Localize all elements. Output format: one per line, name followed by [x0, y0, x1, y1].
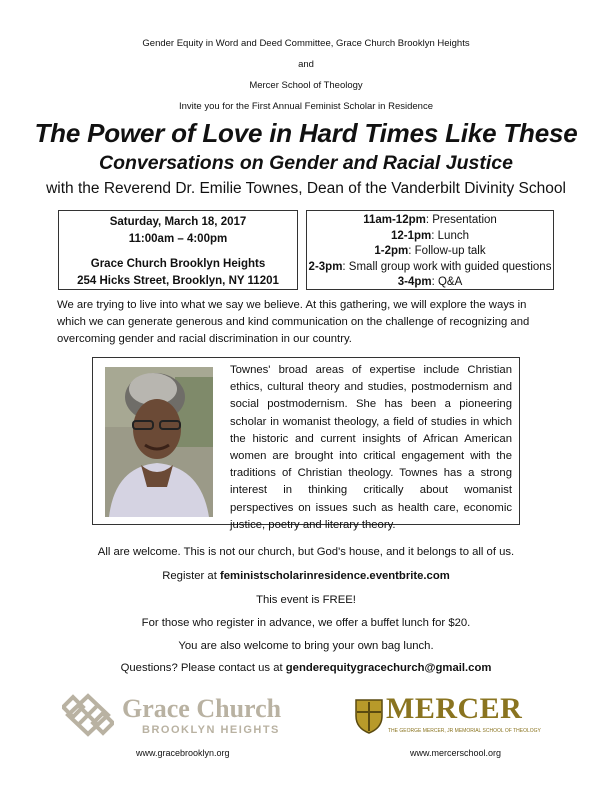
mercer-shield-icon — [354, 698, 384, 734]
welcome-line: All are welcome. This is not our church, but God's house, and it belongs to all of us. — [97, 546, 515, 558]
mercer-name: MERCER — [386, 692, 523, 725]
grace-church-name: Grace Church — [122, 694, 282, 723]
event-title: The Power of Love in Hard Times Like These — [34, 118, 578, 148]
free-line: This event is FREE! — [256, 594, 356, 606]
mercer-logo — [354, 692, 554, 742]
event-time: 11:00am – 4:00pm — [128, 233, 228, 245]
speaker-line: with the Reverend Dr. Emilie Townes, Dean of the Vanderbilt Divinity School — [46, 180, 566, 197]
speaker-photo — [105, 367, 213, 517]
speaker-bio-box — [92, 357, 520, 531]
schedule-item: 3-4pm: Q&A — [397, 276, 463, 288]
schedule-item: 12-1pm: Lunch — [390, 229, 469, 242]
contact-line: Questions? Please contact us at genderequitygracechurch@gmail.com — [120, 662, 492, 674]
mercer-subtitle: THE GEORGE MERCER, JR MEMORIAL SCHOOL OF THEOLOGY — [388, 728, 541, 734]
speaker-bio: Townes' broad areas of expertise include Christian ethics, cultural theory and studies, postmodernism and social postmodernism. She has been a pioneering scholar in womanist theology, a field of studies in which the historic and current insights of African American women are brought into critical engagement with the traditions of Christian theology. Townes has a strong interest in thinking critically about womanist perspectives on issues such as health care, economic justice, poetry and literary theory. — [230, 364, 512, 531]
invite-line: Invite you for the First Annual Feminist Scholar in Residence — [179, 101, 433, 112]
schedule-box — [306, 210, 554, 290]
grace-church-subtitle: BROOKLYN HEIGHTS — [142, 724, 280, 736]
register-line: Register at feministscholarinresidence.eventbrite.com — [162, 570, 450, 582]
venue-name: Grace Church Brooklyn Heights — [90, 258, 266, 270]
host-line-and: and — [298, 59, 314, 70]
grace-church-logo — [62, 690, 302, 740]
event-date: Saturday, March 18, 2017 — [109, 216, 247, 228]
register-link[interactable]: feministscholarinresidence.eventbrite.com — [219, 570, 450, 582]
schedule-item: 1-2pm: Follow-up talk — [374, 245, 486, 257]
event-subtitle: Conversations on Gender and Racial Justice — [99, 152, 513, 174]
schedule-item: 11am-12pm: Presentation — [363, 214, 497, 226]
lunch-line: For those who register in advance, we offer a buffet lunch for $20. — [141, 617, 471, 629]
host-line-2: Mercer School of Theology — [249, 80, 363, 91]
celtic-knot-icon — [62, 692, 114, 738]
grace-url[interactable]: www.gracebrooklyn.org — [136, 748, 230, 758]
date-location-box — [58, 210, 298, 290]
contact-email-link[interactable]: genderequitygracechurch@gmail.com — [285, 662, 492, 674]
intro-paragraph: We are trying to live into what we say we believe. At this gathering, we will explore the ways in which we can generate generous and kind communication on the challenge of recognizing and overcoming gender and racial discrimination in our country. — [57, 299, 530, 345]
mercer-url[interactable]: www.mercerschool.org — [410, 748, 502, 758]
host-line-1: Gender Equity in Word and Deed Committee, Grace Church Brooklyn Heights — [142, 38, 470, 49]
bag-lunch-line: You are also welcome to bring your own bag lunch. — [178, 640, 434, 652]
schedule-item: 2-3pm: Small group work with guided questions — [308, 260, 552, 273]
venue-address: 254 Hicks Street, Brooklyn, NY 11201 — [77, 275, 279, 287]
